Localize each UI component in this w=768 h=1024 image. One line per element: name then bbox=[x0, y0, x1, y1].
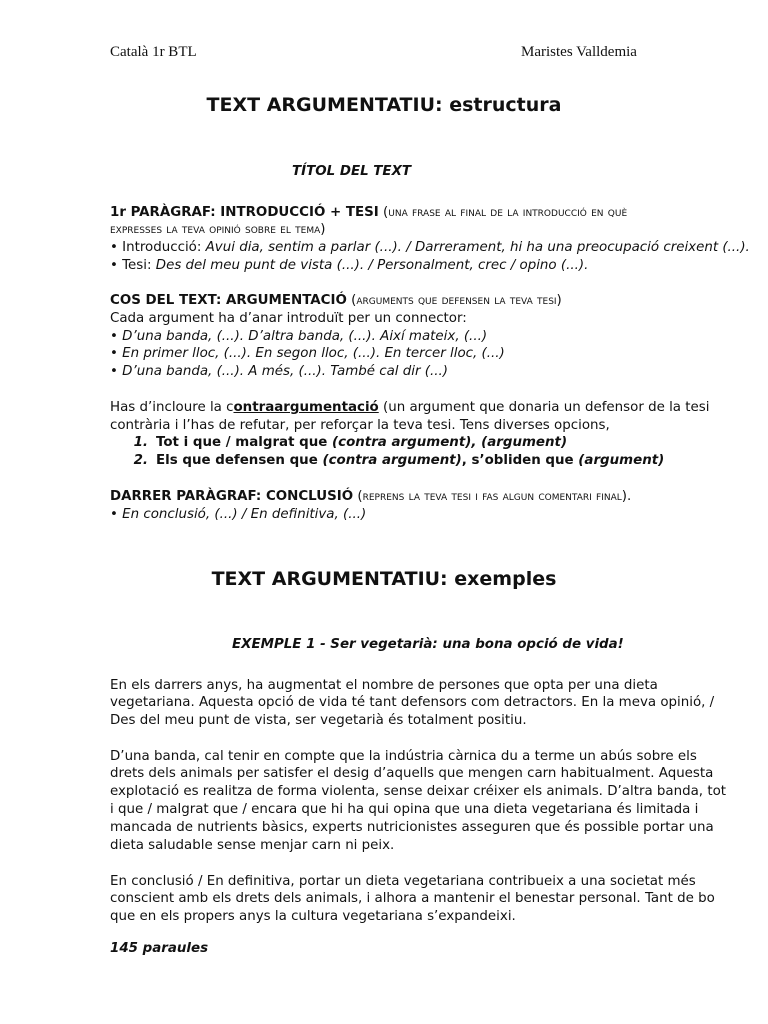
paragraph-line: En conclusió / En definitiva, portar un dieta vegetariana contribueix a una societat més bbox=[110, 874, 696, 889]
paragraph-line: vegetariana. Aquesta opció de vida té tant defensors com detractors. En la meva opinió, / bbox=[110, 695, 715, 710]
intro-note: (una frase al final de la introducció en què bbox=[378, 205, 628, 220]
option-number: 2. bbox=[133, 453, 148, 468]
option-item bbox=[126, 434, 567, 452]
paragraph-line: Des del meu punt de vista, ser vegetarià és totalment positiu. bbox=[110, 713, 527, 728]
conclusion-note: (reprens la teva tesi i fas algun comentari final). bbox=[353, 489, 632, 504]
tesi-examples bbox=[110, 257, 588, 275]
connector-intro: Cada argument ha d’anar introduït per un connector: bbox=[110, 311, 467, 326]
section-title-structure: TEXT ARGUMENTATIU: estructura bbox=[206, 94, 562, 116]
option-item bbox=[126, 452, 664, 470]
intro-heading bbox=[110, 204, 627, 222]
paragraph-line: D’una banda, cal tenir en compte que la indústria càrnica du a terme un abús sobre els bbox=[110, 749, 697, 764]
connector-item: • En primer lloc, (...). En segon lloc, (...). En tercer lloc, (...) bbox=[110, 346, 505, 361]
example-title: EXEMPLE 1 - Ser vegetarià: una bona opció de vida! bbox=[232, 637, 624, 652]
paragraph-line: conscient amb els drets dels animals, i alhora a mantenir el benestar personal. Tant de bo bbox=[110, 891, 715, 906]
paragraph-line: mancada de nutrients bàsics, experts nutricionistes asseguren que és possible portar una bbox=[110, 820, 714, 835]
header-course: Català 1r BTL bbox=[110, 44, 197, 60]
word-count: 145 paraules bbox=[110, 941, 209, 956]
option-text: , s’obliden que bbox=[461, 453, 579, 468]
option-text: Tot i que / malgrat que bbox=[156, 435, 333, 450]
connector-item: • D’una banda, (...). D’altra banda, (...). Així mateix, (...) bbox=[110, 329, 488, 344]
counter-pre: Has d’incloure la c bbox=[110, 400, 234, 415]
tesi-bullet-text: Des del meu punt de vista (...). / Personalment, crec / opino (...). bbox=[155, 258, 589, 273]
paragraph-line: En els darrers anys, ha augmentat el nombre de persones que opta per una dieta bbox=[110, 678, 658, 693]
intro-note-line2: expresses la teva opinió sobre el tema) bbox=[110, 222, 326, 237]
intro-label: 1r PARÀGRAF: INTRODUCCIÓ + TESI bbox=[110, 205, 379, 220]
conclusion-label: DARRER PARÀGRAF: CONCLUSIÓ bbox=[110, 489, 354, 504]
intro-bullet-label: • Introducció: bbox=[110, 240, 206, 255]
option-text-italic: (argument) bbox=[578, 453, 665, 468]
option-number: 1. bbox=[133, 435, 148, 450]
conclusion-heading bbox=[110, 488, 631, 506]
text-title-placeholder: TÍTOL DEL TEXT bbox=[292, 164, 412, 179]
conclusion-example: • En conclusió, (...) / En definitiva, (...) bbox=[110, 507, 367, 522]
counter-argument-line1 bbox=[110, 399, 709, 417]
counter-post: (un argument que donaria un defensor de la tesi bbox=[378, 400, 710, 415]
paragraph-line: que en els propers anys la cultura vegetariana s’expandeixi. bbox=[110, 909, 516, 924]
section-title-examples: TEXT ARGUMENTATIU: exemples bbox=[211, 568, 557, 590]
option-text-italic: (contra argument) bbox=[322, 453, 462, 468]
paragraph-line: drets dels animals per satisfer el desig d’aquells que mengen carn habitualment. Aquesta bbox=[110, 766, 714, 781]
paragraph-line: dieta saludable sense menjar carn ni peix. bbox=[110, 838, 395, 853]
counter-argument-line2: contrària i l’has de refutar, per reforçar la teva tesi. Tens diverses opcions, bbox=[110, 418, 610, 433]
connector-item: • D’una banda, (...). A més, (...). També cal dir (...) bbox=[110, 364, 448, 379]
body-note: (arguments que defensen la teva tesi) bbox=[346, 293, 562, 308]
paragraph-line: explotació es realitza de forma violenta, sense deixar créixer els animals. D’altra banda, tot bbox=[110, 784, 727, 799]
counter-word: ontraargumentació bbox=[233, 400, 379, 415]
header-school: Maristes Valldemia bbox=[521, 44, 637, 60]
body-label: COS DEL TEXT: ARGUMENTACIÓ bbox=[110, 293, 347, 308]
intro-examples bbox=[110, 239, 750, 257]
body-heading bbox=[110, 292, 562, 310]
tesi-bullet-label: • Tesi: bbox=[110, 258, 156, 273]
option-text: Els que defensen que bbox=[156, 453, 323, 468]
option-text-italic: (contra argument), (argument) bbox=[332, 435, 568, 450]
intro-bullet-text: Avui dia, sentim a parlar (...). / Darrerament, hi ha una preocupació creixent (...). bbox=[205, 240, 750, 255]
paragraph-line: i que / malgrat que / encara que hi ha qui opina que una dieta vegetariana és limitada i bbox=[110, 802, 699, 817]
